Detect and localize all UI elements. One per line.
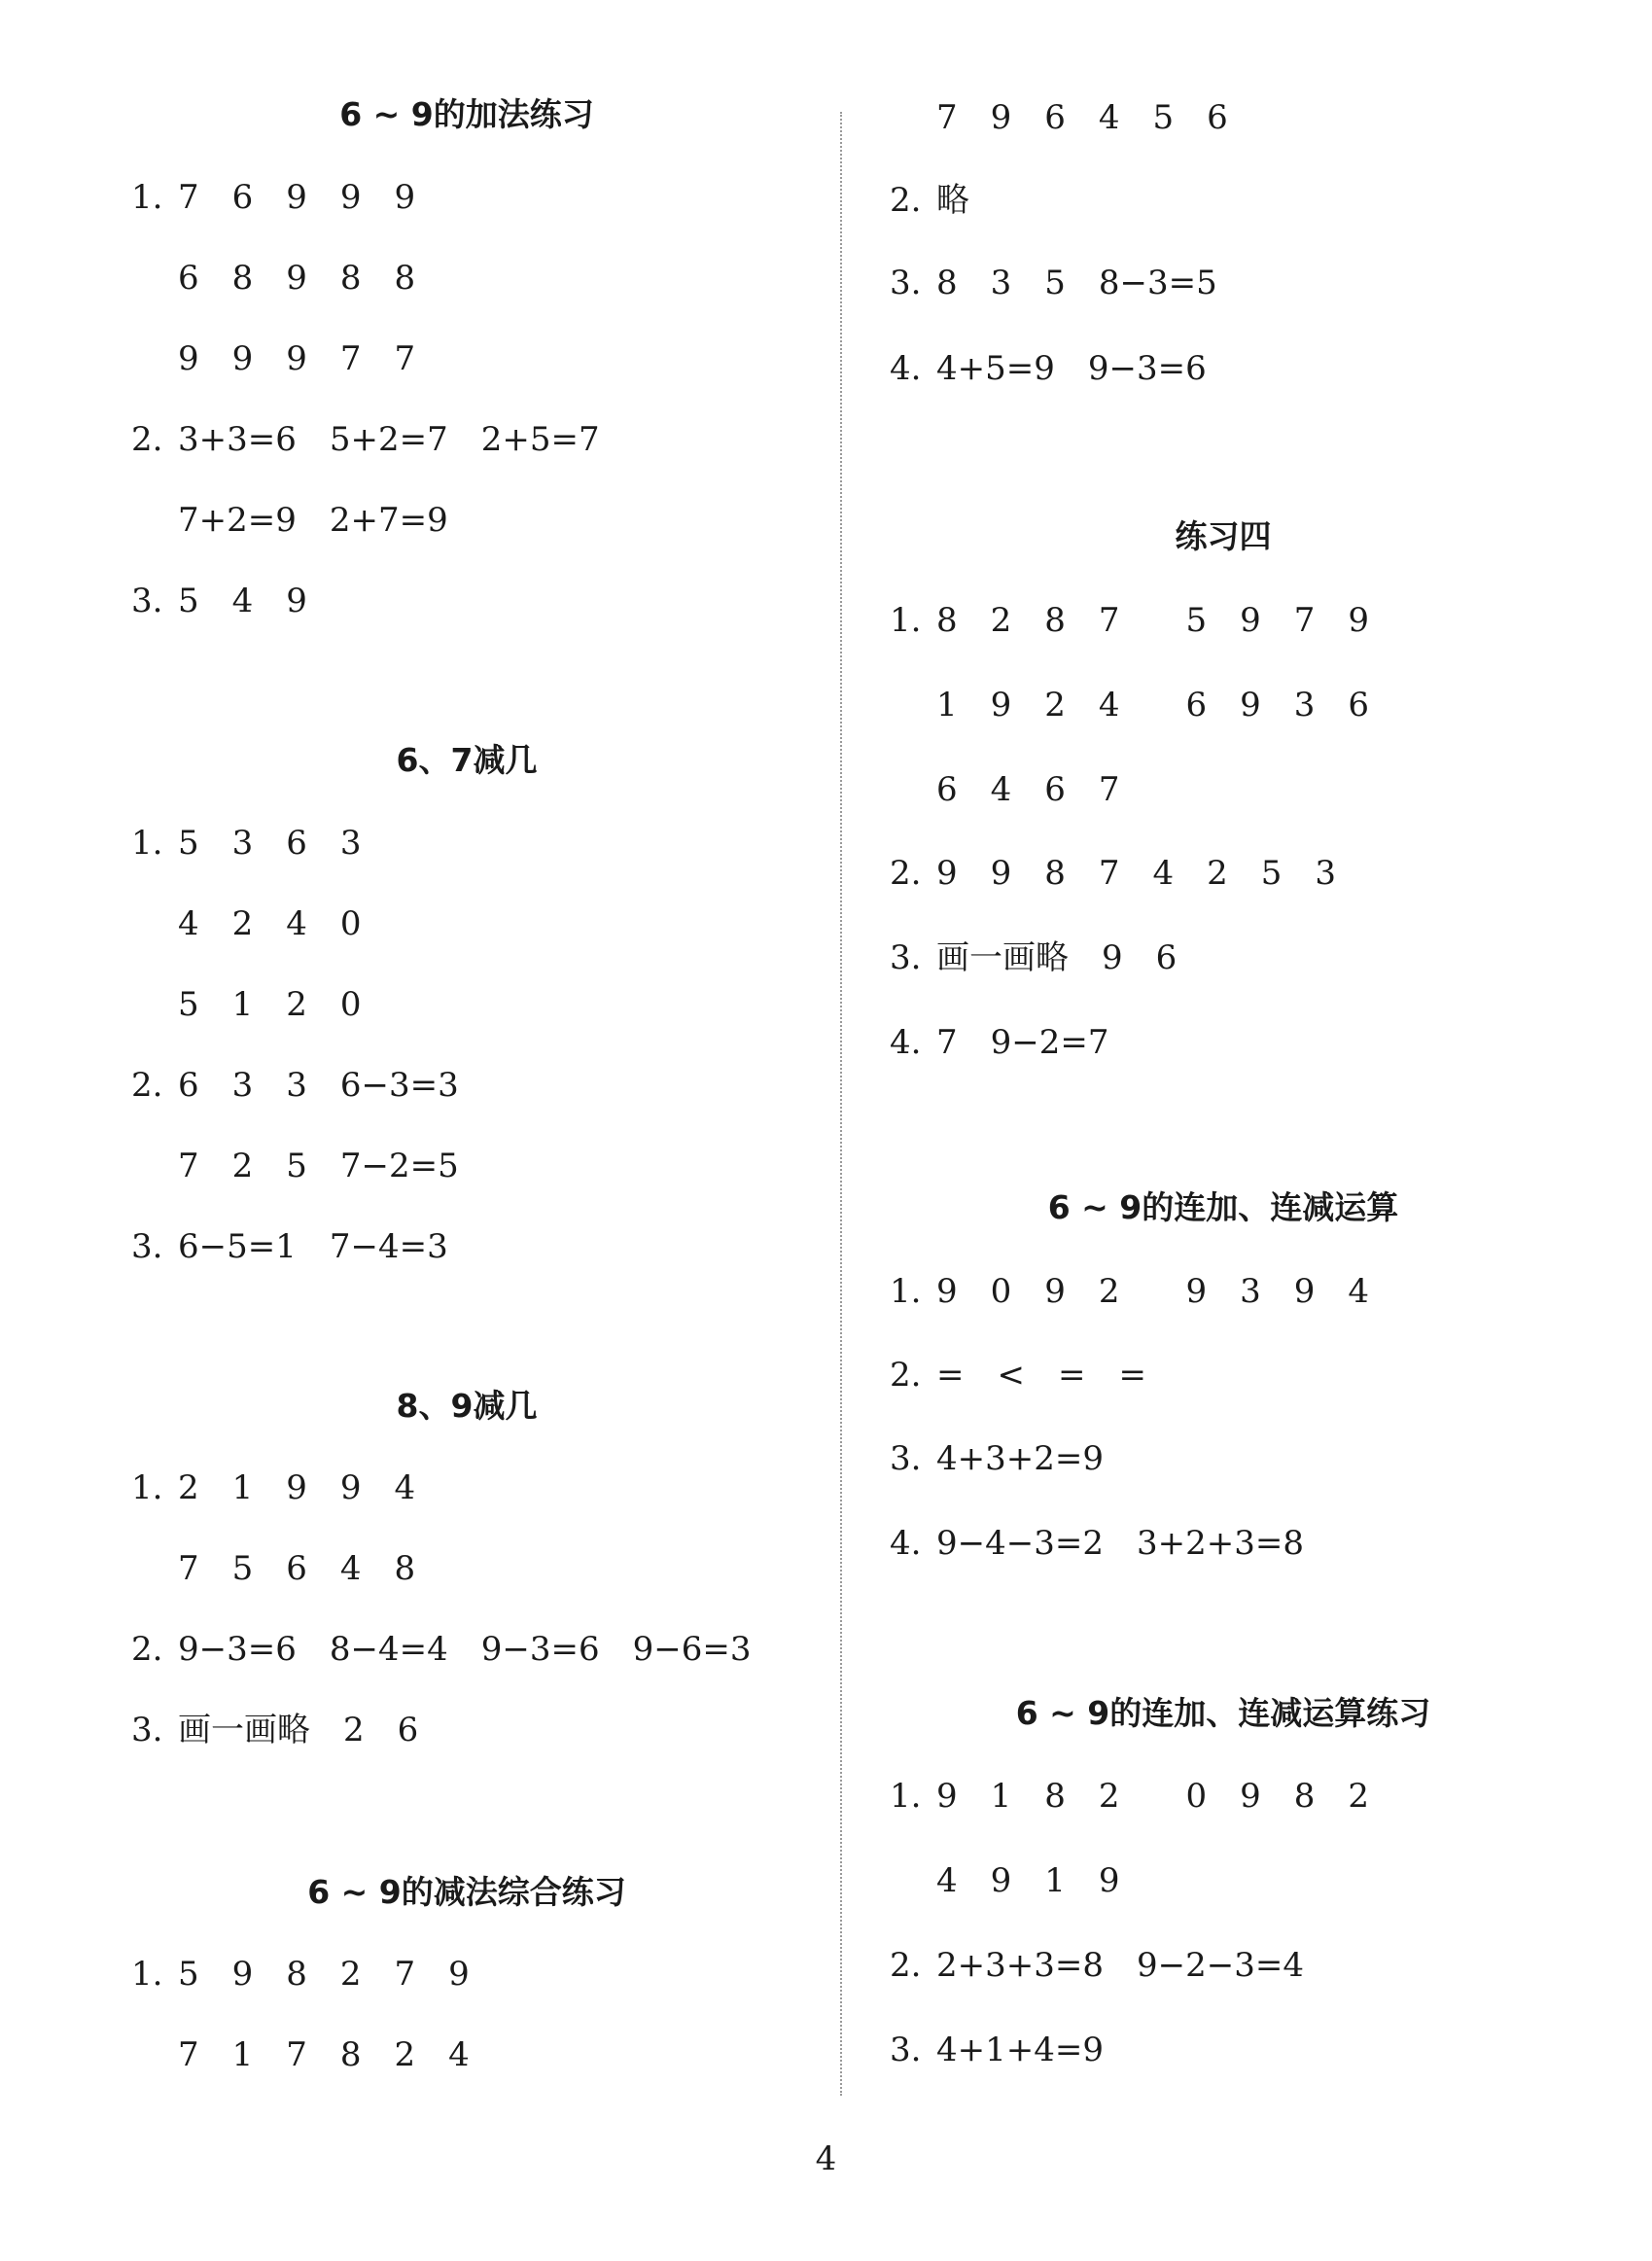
answer-text: 画一画略 2 6 xyxy=(178,1711,419,1749)
answer-text: 5 9 8 2 7 9 xyxy=(178,1955,470,1994)
page-number: 4 xyxy=(815,2139,837,2178)
question-number: 4. xyxy=(890,1023,922,1062)
answer-text: 2+3+3=8 9−2−3=4 xyxy=(936,1946,1304,1985)
question-number: 3. xyxy=(131,1227,163,1266)
answer-text: 8 3 5 8−3=5 xyxy=(936,264,1217,302)
answer-text: 5 1 2 0 xyxy=(178,985,362,1024)
answer-text: 9 0 9 2 9 3 9 4 xyxy=(936,1272,1370,1311)
answer-text: 略 xyxy=(936,181,969,220)
answer-text: 9 9 8 7 4 2 5 3 xyxy=(936,854,1337,893)
answer-text: 7 2 5 7−2=5 xyxy=(178,1147,459,1185)
answer-text: 9−4−3=2 3+2+3=8 xyxy=(936,1524,1304,1563)
answer-text: 9 1 8 2 0 9 8 2 xyxy=(936,1777,1370,1816)
question-number: 1. xyxy=(890,601,922,640)
question-number: 1. xyxy=(890,1777,922,1816)
answer-text: 4+1+4=9 xyxy=(936,2031,1104,2069)
question-number: 3. xyxy=(890,264,922,302)
answer-text: 2 1 9 9 4 xyxy=(178,1468,416,1507)
answer-text: 3+3=6 5+2=7 2+5=7 xyxy=(178,420,600,459)
question-number: 2. xyxy=(890,1946,922,1985)
question-number: 2. xyxy=(890,181,922,220)
answer-text: = < = = xyxy=(936,1356,1146,1395)
column-divider xyxy=(840,112,842,2096)
section-title: 6、7减几 xyxy=(396,741,538,779)
question-number: 2. xyxy=(131,1066,163,1105)
answer-text: 5 3 6 3 xyxy=(178,824,362,863)
answer-text: 4+5=9 9−3=6 xyxy=(936,349,1207,388)
section-title: 8、9减几 xyxy=(396,1387,538,1425)
section-title: 6 ~ 9的连加、连减运算练习 xyxy=(1015,1694,1431,1732)
answer-text: 7+2=9 2+7=9 xyxy=(178,501,448,540)
question-number: 3. xyxy=(890,2031,922,2069)
question-number: 3. xyxy=(131,1711,163,1749)
answer-text: 7 1 7 8 2 4 xyxy=(178,2035,470,2074)
question-number: 1. xyxy=(131,1955,163,1994)
section-title: 6 ~ 9的连加、连减运算 xyxy=(1047,1188,1399,1226)
answer-text: 6 3 3 6−3=3 xyxy=(178,1066,459,1105)
answer-text: 8 2 8 7 5 9 7 9 xyxy=(936,601,1370,640)
section-title: 6 ~ 9的减法综合练习 xyxy=(307,1873,626,1911)
answer-text: 4+3+2=9 xyxy=(936,1439,1104,1478)
question-number: 2. xyxy=(131,1630,163,1669)
answer-text: 7 5 6 4 8 xyxy=(178,1549,416,1588)
answer-text: 4 2 4 0 xyxy=(178,904,362,943)
answer-text: 4 9 1 9 xyxy=(936,1861,1120,1900)
answer-text: 画一画略 9 6 xyxy=(936,938,1177,977)
answer-text: 7 9 6 4 5 6 xyxy=(936,98,1228,137)
question-number: 3. xyxy=(131,582,163,620)
section-title: 练习四 xyxy=(1175,517,1272,555)
question-number: 2. xyxy=(890,854,922,893)
answer-text: 5 4 9 xyxy=(178,582,307,620)
answer-text: 6−5=1 7−4=3 xyxy=(178,1227,448,1266)
section-title: 6 ~ 9的加法练习 xyxy=(339,95,594,133)
answer-text: 7 9−2=7 xyxy=(936,1023,1109,1062)
question-number: 2. xyxy=(131,420,163,459)
answer-text: 1 9 2 4 6 9 3 6 xyxy=(936,686,1370,724)
question-number: 3. xyxy=(890,938,922,977)
answer-text: 7 6 9 9 9 xyxy=(178,178,416,217)
question-number: 2. xyxy=(890,1356,922,1395)
answer-text: 9 9 9 7 7 xyxy=(178,339,416,378)
question-number: 4. xyxy=(890,349,922,388)
answer-text: 6 4 6 7 xyxy=(936,770,1120,809)
question-number: 3. xyxy=(890,1439,922,1478)
question-number: 1. xyxy=(890,1272,922,1311)
question-number: 1. xyxy=(131,1468,163,1507)
answer-text: 9−3=6 8−4=4 9−3=6 9−6=3 xyxy=(178,1630,752,1669)
answer-text: 6 8 9 8 8 xyxy=(178,259,416,298)
question-number: 1. xyxy=(131,178,163,217)
question-number: 4. xyxy=(890,1524,922,1563)
question-number: 1. xyxy=(131,824,163,863)
